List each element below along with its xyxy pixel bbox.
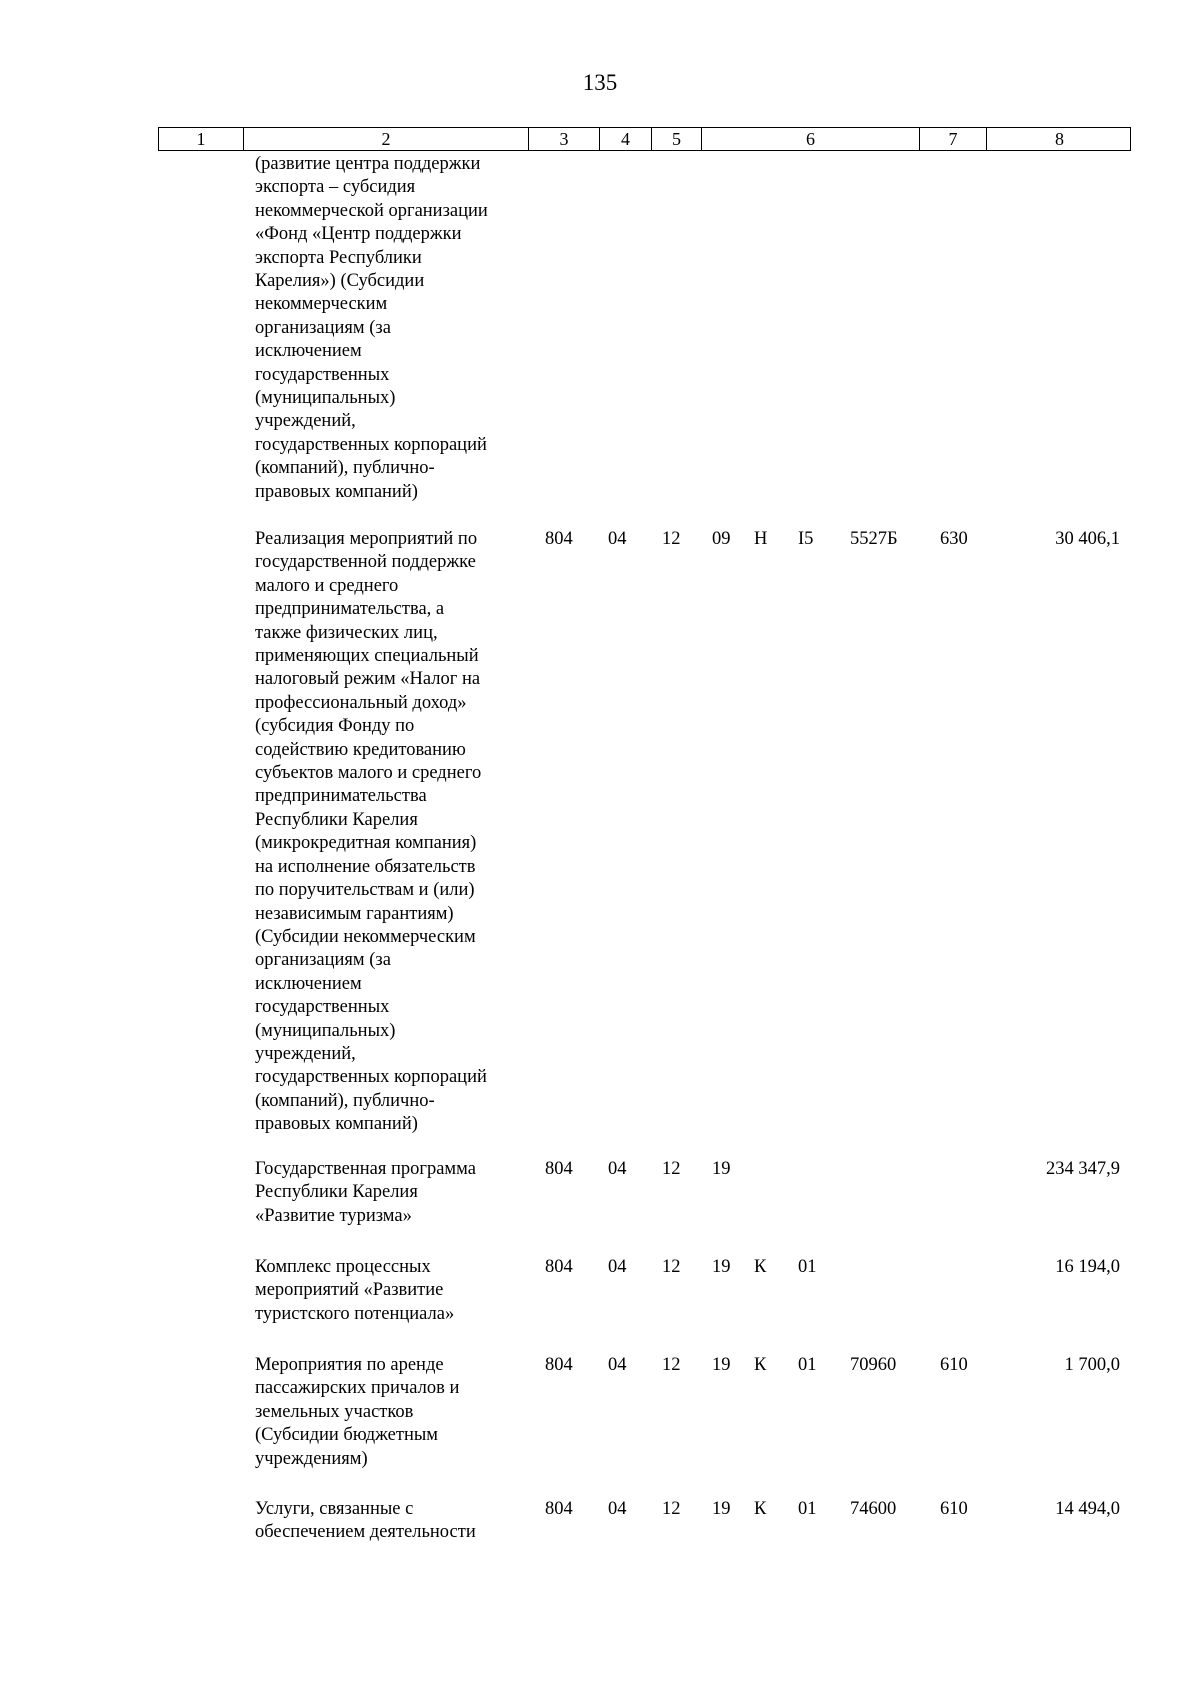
col5-code: 12 xyxy=(662,1159,681,1179)
row-description: Комплекс процессных мероприятий «Развитие туристского потенциала» xyxy=(255,1257,455,1324)
col3-code: 804 xyxy=(545,1257,573,1277)
table-header xyxy=(158,127,1131,151)
col8-amount: 1 700,0 xyxy=(1064,1355,1120,1375)
col6-program: 19 xyxy=(712,1355,731,1375)
col6-type: К xyxy=(754,1499,767,1519)
col6-type: К xyxy=(754,1257,767,1277)
col4-code: 04 xyxy=(608,1355,627,1375)
col4-code: 04 xyxy=(608,1499,627,1519)
header-col-8: 8 xyxy=(1055,129,1064,149)
col3-code: 804 xyxy=(545,1159,573,1179)
row-description: Мероприятия по аренде пассажирских причалов и земельных участков (Субсидии бюджетным учреждениям) xyxy=(255,1355,460,1469)
col5-code: 12 xyxy=(662,1257,681,1277)
col8-amount: 30 406,1 xyxy=(1055,529,1120,549)
header-col-4: 4 xyxy=(600,128,652,150)
col6-program: 19 xyxy=(712,1159,731,1179)
col5-code: 12 xyxy=(662,529,681,549)
col7-code: 630 xyxy=(940,529,968,549)
col3-code: 804 xyxy=(545,529,573,549)
header-col-5: 5 xyxy=(652,128,702,150)
col4-code: 04 xyxy=(608,529,627,549)
page-number: 135 xyxy=(582,70,618,95)
col5-code: 12 xyxy=(662,1355,681,1375)
col6-program: 19 xyxy=(712,1257,731,1277)
header-col-3: 3 xyxy=(529,128,600,150)
col6-direction: 5527Б xyxy=(850,529,898,549)
col3-code: 804 xyxy=(545,1499,573,1519)
col8-amount: 16 194,0 xyxy=(1055,1257,1120,1277)
col8-amount: 234 347,9 xyxy=(1046,1159,1120,1179)
header-col-1: 1 xyxy=(159,128,244,150)
col6-subprogram: I5 xyxy=(798,529,814,549)
col6-subprogram: 01 xyxy=(798,1499,817,1519)
row-description: Государственная программа Республики Карелия «Развитие туризма» xyxy=(255,1159,476,1226)
col6-subprogram: 01 xyxy=(798,1355,817,1375)
header-col-6: 6 xyxy=(702,128,920,150)
header-col-7: 7 xyxy=(920,128,987,150)
header-col-2: 2 xyxy=(244,128,529,150)
col6-type: Н xyxy=(754,529,768,549)
row-description: (развитие центра поддержки экспорта – субсидия некоммерческой организации «Фонд «Центр поддержки экспорта Республики Карелия») (Субсидии некоммерческим организациям (за исключением государственных (муниципальных) учреждений, государственных корпораций (компаний), публично- правовых компаний) xyxy=(255,154,488,502)
col8-amount: 14 494,0 xyxy=(1055,1499,1120,1519)
col6-subprogram: 01 xyxy=(798,1257,817,1277)
col7-code: 610 xyxy=(940,1355,968,1375)
col3-code: 804 xyxy=(545,1355,573,1375)
row-description: Реализация мероприятий по государственной поддержке малого и среднего предпринимательства, а также физических лиц, применяющих специальный налоговый режим «Налог на профессиональный доход» (субсидия Фонду по содействию кредитованию субъектов малого и среднего предпринимательства Республики Карелия (микрокредитная компания) на исполнение обязательств по поручительствам и (или) независимым гарантиям) (Субсидии некоммерческим организациям (за исключением государственных (муниципальных) учреждений, государственных корпораций (компаний), публично- правовых компаний) xyxy=(255,529,487,1135)
col6-program: 09 xyxy=(712,529,731,549)
col4-code: 04 xyxy=(608,1257,627,1277)
col6-type: К xyxy=(754,1355,767,1375)
row-description: Услуги, связанные с обеспечением деятельности xyxy=(255,1499,476,1543)
col5-code: 12 xyxy=(662,1499,681,1519)
col6-direction: 70960 xyxy=(850,1355,897,1375)
col4-code: 04 xyxy=(608,1159,627,1179)
col7-code: 610 xyxy=(940,1499,968,1519)
col6-program: 19 xyxy=(712,1499,731,1519)
col6-direction: 74600 xyxy=(850,1499,897,1519)
